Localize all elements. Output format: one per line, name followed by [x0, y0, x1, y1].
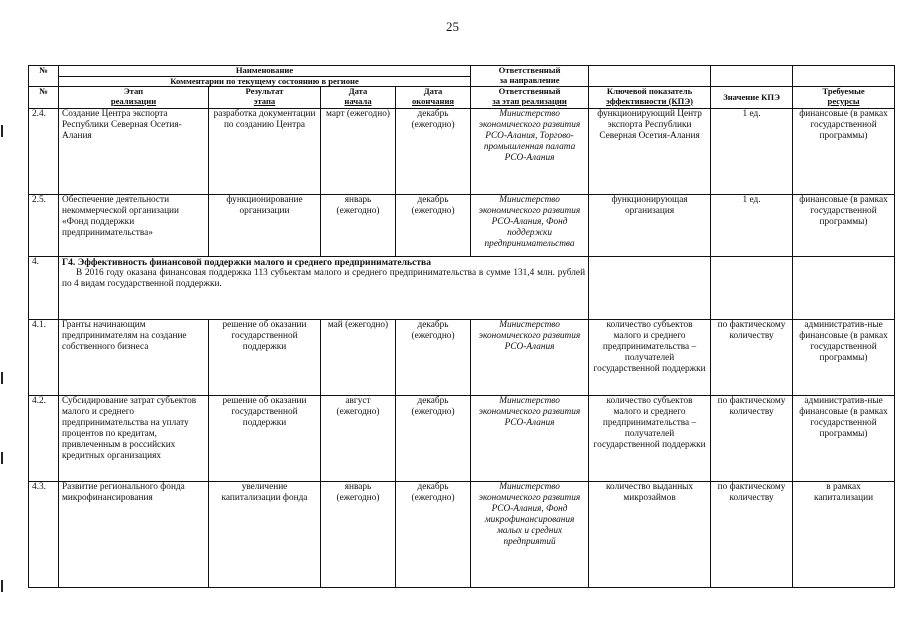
row-end: декабрь (ежегодно) — [396, 482, 471, 588]
table-row — [29, 109, 895, 195]
plan-table — [28, 65, 895, 588]
row-kpi-value: по фактическому количеству — [711, 320, 793, 396]
row-kpi: функционирующая организация — [589, 195, 711, 257]
section-num: 4. — [29, 257, 59, 320]
row-num: 4.3. — [29, 482, 59, 588]
row-stage: Субсидирование затрат субъектов малого и среднего предпринимательства на уплату процентов по кредитам, привлеченным в российских кредитных организациях — [59, 396, 209, 482]
row-result: решение об оказании государственной поддержки — [209, 396, 321, 482]
row-resources: в рамках капитализации — [793, 482, 895, 588]
row-start: январь (ежегодно) — [321, 482, 396, 588]
row-responsible: Министерство экономического развития РСО-Алания, Фонд микрофинансирования малых и средних предприятий — [471, 482, 589, 588]
row-kpi-value: 1 ед. — [711, 195, 793, 257]
col-stage: Этап реализации — [59, 87, 209, 109]
margin-mark — [1, 372, 3, 384]
table-row — [29, 320, 895, 396]
row-kpi-value: 1 ед. — [711, 109, 793, 195]
section-row — [29, 257, 895, 320]
table-row — [29, 195, 895, 257]
row-result: разработка документации по созданию Центра — [209, 109, 321, 195]
row-end: декабрь (ежегодно) — [396, 109, 471, 195]
row-start: март (ежегодно) — [321, 109, 396, 195]
row-resources: финансовые (в рамках государственной программы) — [793, 195, 895, 257]
section-body — [59, 257, 589, 320]
row-stage: Развитие регионального фонда микрофинансирования — [59, 482, 209, 588]
row-num: 2.5. — [29, 195, 59, 257]
row-kpi: количество субъектов малого и среднего предпринимательства – получателей государственной поддержки — [589, 396, 711, 482]
row-responsible: Министерство экономического развития РСО-Алания — [471, 396, 589, 482]
page-number: 25 — [446, 19, 459, 34]
row-resources: финансовые (в рамках государственной программы) — [793, 109, 895, 195]
row-start: август (ежегодно) — [321, 396, 396, 482]
header-name: Наименование — [59, 66, 471, 77]
row-result: решение об оказании государственной поддержки — [209, 320, 321, 396]
header-empty — [793, 66, 895, 87]
row-stage: Обеспечение деятельности некоммерческой организации «Фонд поддержки предпринимательства» — [59, 195, 209, 257]
row-kpi: функционирующий Центр экспорта Республики Северная Осетия-Алания — [589, 109, 711, 195]
header-row-1 — [29, 66, 895, 77]
section-comment: В 2016 году оказана финансовая поддержка 113 субъектам малого и среднего предпринимательства в сумме 131,4 млн. рублей по 4 видам государственной поддержки. — [62, 268, 586, 289]
col-end: Дата окончания — [396, 87, 471, 109]
section-empty — [793, 257, 895, 320]
col-num: № — [29, 87, 59, 109]
col-kpi: Ключевой показатель эффективности (КПЭ) — [589, 87, 711, 109]
row-responsible: Министерство экономического развития РСО-Алания, Торгово-промышленная палата РСО-Алания — [471, 109, 589, 195]
col-kpi-value: Значение КПЭ — [711, 87, 793, 109]
row-resources: административ-ные финансовые (в рамках государственной программы) — [793, 320, 895, 396]
row-kpi-value: по фактическому количеству — [711, 396, 793, 482]
header-responsible-direction: Ответственный за направление — [471, 66, 589, 87]
row-stage: Создание Центра экспорта Республики Северная Осетия-Алания — [59, 109, 209, 195]
row-num: 4.2. — [29, 396, 59, 482]
column-header-row — [29, 87, 895, 109]
row-kpi-value: по фактическому количеству — [711, 482, 793, 588]
section-empty — [711, 257, 793, 320]
row-responsible: Министерство экономического развития РСО-Алания, Фонд поддержки предпринимательства — [471, 195, 589, 257]
col-resources: Требуемые ресурсы — [793, 87, 895, 109]
row-responsible: Министерство экономического развития РСО-Алания — [471, 320, 589, 396]
col-result: Результат этапа — [209, 87, 321, 109]
table-row — [29, 396, 895, 482]
header-empty — [711, 66, 793, 87]
row-result: функционирование организации — [209, 195, 321, 257]
row-end: декабрь (ежегодно) — [396, 320, 471, 396]
row-stage: Гранты начинающим предпринимателям на создание собственного бизнеса — [59, 320, 209, 396]
row-start: январь (ежегодно) — [321, 195, 396, 257]
row-start: май (ежегодно) — [321, 320, 396, 396]
row-num: 4.1. — [29, 320, 59, 396]
row-end: декабрь (ежегодно) — [396, 396, 471, 482]
section-empty — [589, 257, 711, 320]
col-responsible-stage: Ответственный за этап реализации — [471, 87, 589, 109]
row-num: 2.4. — [29, 109, 59, 195]
header-num: № — [29, 66, 59, 87]
header-comment: Комментарии по текущему состоянию в регионе — [59, 76, 471, 87]
margin-mark — [1, 452, 3, 464]
col-start: Дата начала — [321, 87, 396, 109]
section-title: Г4. Эффективность финансовой поддержки малого и среднего предпринимательства — [62, 257, 432, 268]
row-resources: административ-ные финансовые (в рамках государственной программы) — [793, 396, 895, 482]
row-kpi: количество субъектов малого и среднего предпринимательства – получателей государственной поддержки — [589, 320, 711, 396]
header-empty — [589, 66, 711, 87]
table-row — [29, 482, 895, 588]
margin-mark — [1, 125, 3, 137]
row-result: увеличение капитализации фонда — [209, 482, 321, 588]
margin-mark — [1, 580, 3, 592]
row-kpi: количество выданных микрозаймов — [589, 482, 711, 588]
row-end: декабрь (ежегодно) — [396, 195, 471, 257]
